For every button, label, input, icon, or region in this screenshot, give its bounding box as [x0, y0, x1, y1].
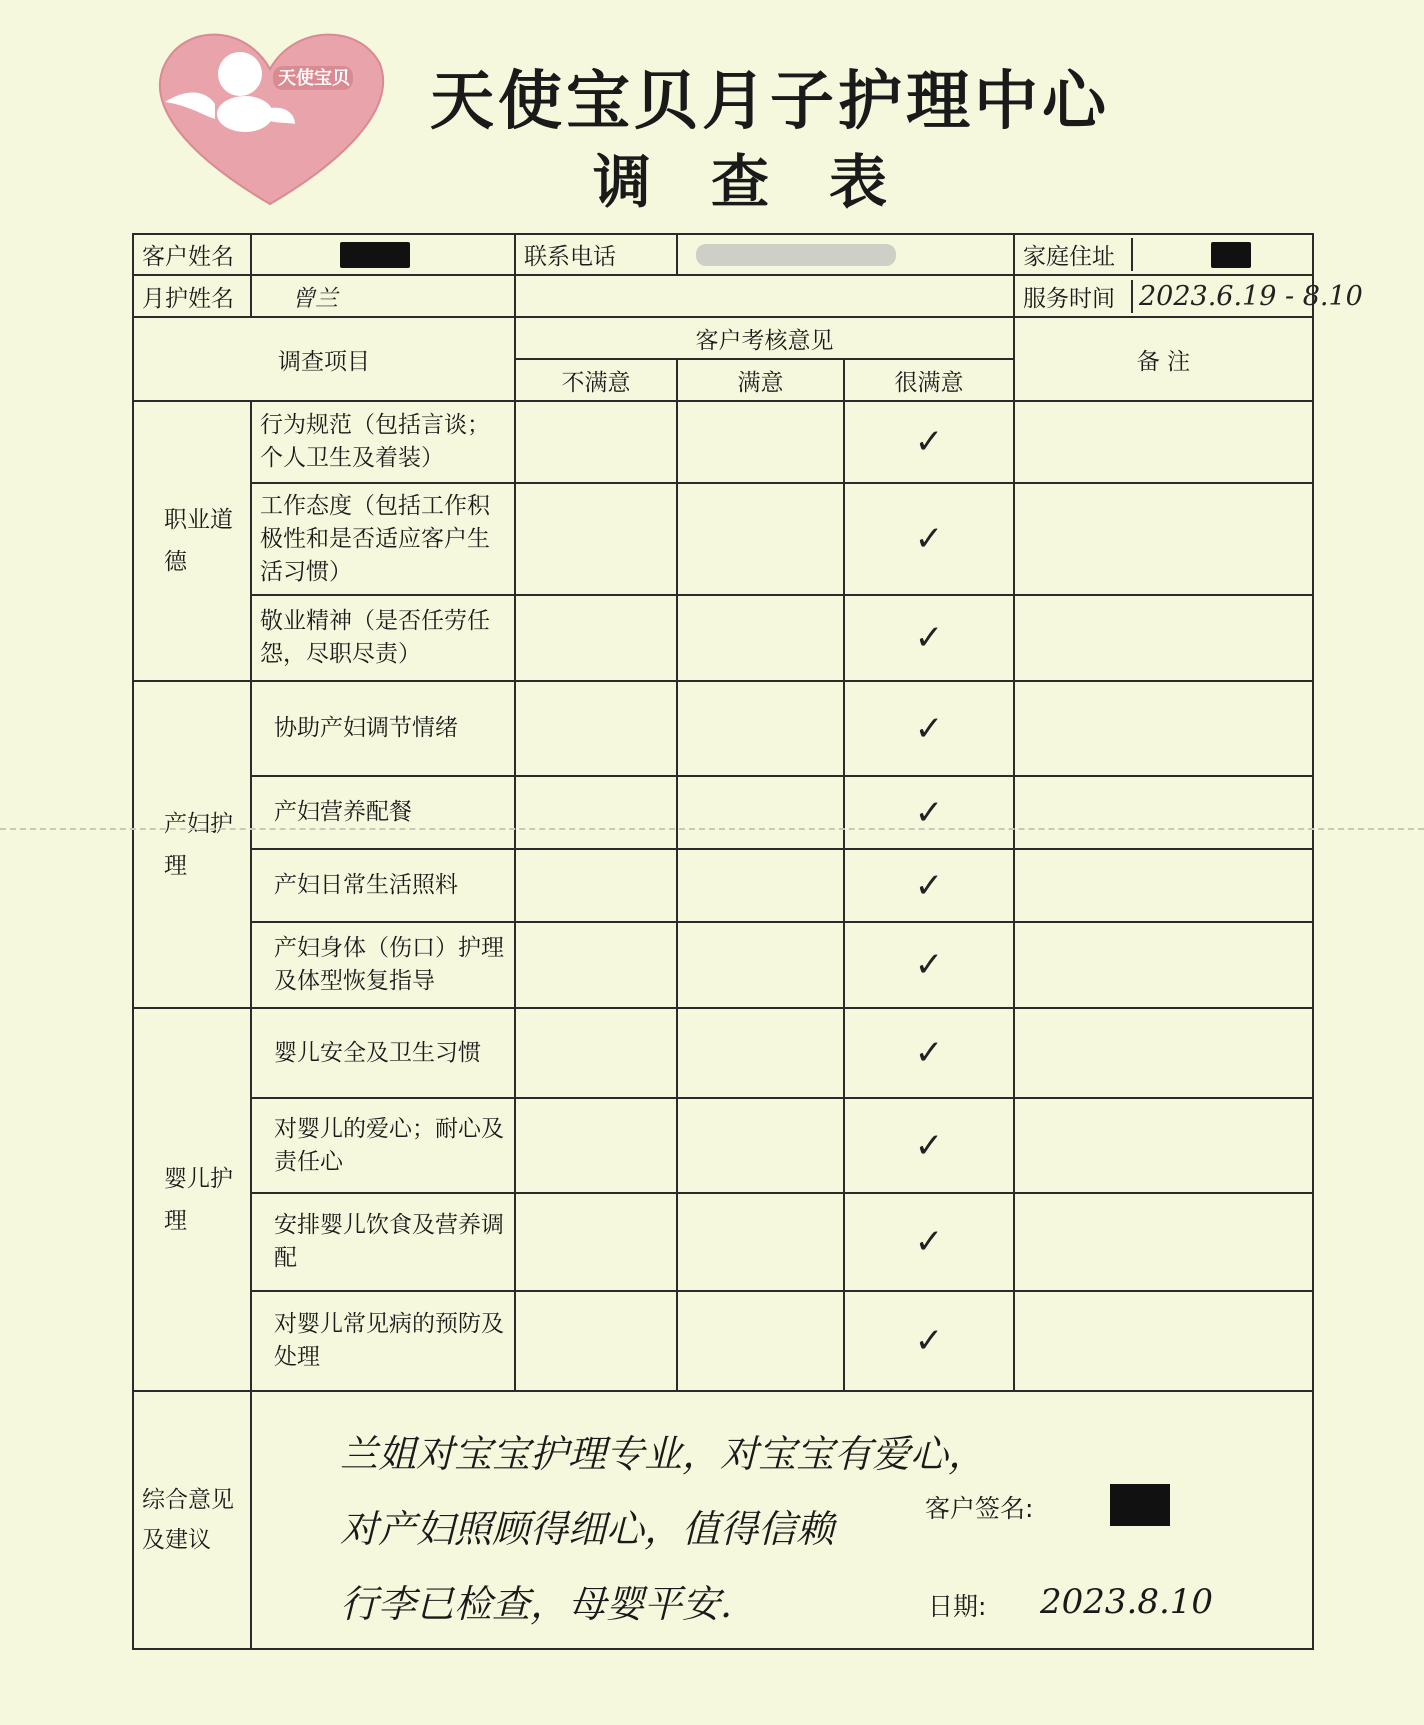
comments-row [133, 1391, 1313, 1649]
item-text: 婴儿安全及卫生习惯 [251, 1008, 515, 1098]
item-text: 工作态度（包括工作积极性和是否适应客户生活习惯） [251, 483, 515, 595]
item-text: 对婴儿常见病的预防及处理 [251, 1291, 515, 1391]
remarks-cell [1014, 776, 1313, 849]
checkmark-icon: ✓ [914, 708, 944, 749]
survey-row [133, 483, 1313, 595]
comment-line: 行李已检查，母婴平安. [340, 1582, 733, 1626]
very-satisfied-cell [844, 776, 1014, 849]
satisfied-header: 满意 [677, 359, 844, 401]
logo-lettering: 天使宝贝 [278, 68, 350, 89]
address-cell [1014, 234, 1313, 275]
checkmark-icon: ✓ [914, 1321, 944, 1361]
satisfied-cell [677, 483, 844, 595]
address-label: 家庭住址 [1015, 238, 1132, 271]
comments-cell [251, 1391, 1313, 1649]
satisfied-cell [677, 1008, 844, 1098]
remarks-cell [1014, 1291, 1313, 1391]
item-text: 产妇日常生活照料 [251, 849, 515, 922]
very-satisfied-cell [844, 401, 1014, 483]
phone-label: 联系电话 [515, 234, 677, 275]
item-text: 安排婴儿饮食及营养调配 [251, 1193, 515, 1291]
service-time-label: 服务时间 [1015, 280, 1132, 313]
very-satisfied-cell [844, 1193, 1014, 1291]
checkmark-icon: ✓ [914, 865, 944, 906]
very-satisfied-cell [844, 595, 1014, 681]
unsatisfied-cell [515, 776, 677, 849]
remarks-cell [1014, 1098, 1313, 1193]
item-text: 敬业精神（是否任劳任怨，尽职尽责） [251, 595, 515, 681]
unsatisfied-header: 不满意 [515, 359, 677, 401]
survey-row [133, 1008, 1313, 1098]
very-satisfied-cell [844, 922, 1014, 1008]
comment-line: 兰姐对宝宝护理专业，对宝宝有爱心， [340, 1432, 987, 1476]
checkmark-icon: ✓ [914, 519, 944, 559]
remarks-cell [1014, 1193, 1313, 1291]
checkmark-icon: ✓ [914, 792, 944, 833]
unsatisfied-cell [515, 1008, 677, 1098]
date-value: 2023.8.10 [1040, 1582, 1214, 1622]
item-text: 行为规范（包括言谈；个人卫生及着装） [251, 401, 515, 483]
item-text: 产妇营养配餐 [251, 776, 515, 849]
satisfied-cell [677, 1193, 844, 1291]
info-row-2 [133, 275, 1313, 317]
unsatisfied-cell [515, 681, 677, 776]
opinion-header: 客户考核意见 [515, 317, 1014, 359]
remarks-cell [1014, 849, 1313, 922]
unsatisfied-cell [515, 1193, 677, 1291]
unsatisfied-cell [515, 1098, 677, 1193]
unsatisfied-cell [515, 922, 677, 1008]
unsatisfied-cell [515, 1291, 677, 1391]
remarks-cell [1014, 681, 1313, 776]
survey-row [133, 1193, 1313, 1291]
category-label: 产妇护理 [133, 681, 251, 1008]
nurse-name-value: 曾兰 [251, 275, 515, 317]
satisfied-cell [677, 595, 844, 681]
very-satisfied-cell [844, 1008, 1014, 1098]
page-title: 天使宝贝月子护理中心 [430, 65, 1110, 139]
item-text: 产妇身体（伤口）护理及体型恢复指导 [251, 922, 515, 1008]
satisfied-cell [677, 681, 844, 776]
unsatisfied-cell [515, 483, 677, 595]
signature-redaction [1110, 1484, 1170, 1526]
very-satisfied-cell [844, 483, 1014, 595]
survey-row [133, 849, 1313, 922]
remarks-cell [1014, 483, 1313, 595]
blurred-field [696, 244, 896, 266]
very-satisfied-cell [844, 1291, 1014, 1391]
category-label: 婴儿护理 [133, 1008, 251, 1391]
category-label: 职业道德 [133, 401, 251, 681]
address-value [1132, 238, 1312, 271]
survey-row [133, 922, 1313, 1008]
remarks-cell [1014, 595, 1313, 681]
satisfied-cell [677, 401, 844, 483]
client-name-label: 客户姓名 [133, 234, 251, 275]
angel-heart-logo [145, 14, 395, 214]
remarks-cell [1014, 1008, 1313, 1098]
date-label: 日期: [928, 1592, 987, 1621]
very-satisfied-cell [844, 681, 1014, 776]
satisfied-cell [677, 776, 844, 849]
checkmark-icon: ✓ [914, 1222, 944, 1262]
very-satisfied-cell [844, 849, 1014, 922]
survey-row [133, 401, 1313, 483]
info-row-1 [133, 234, 1313, 275]
survey-row [133, 776, 1313, 849]
survey-row [133, 1098, 1313, 1193]
redaction-block [340, 242, 410, 268]
checkmark-icon: ✓ [914, 618, 944, 658]
checkmark-icon: ✓ [914, 945, 944, 985]
survey-row [133, 681, 1313, 776]
item-text: 协助产妇调节情绪 [251, 681, 515, 776]
item-text: 对婴儿的爱心；耐心及责任心 [251, 1098, 515, 1193]
satisfied-cell [677, 922, 844, 1008]
unsatisfied-cell [515, 401, 677, 483]
header-row-1 [133, 317, 1313, 359]
comments-label: 综合意见及建议 [133, 1391, 251, 1649]
remarks-cell [1014, 401, 1313, 483]
very-satisfied-cell [844, 1098, 1014, 1193]
satisfied-cell [677, 1291, 844, 1391]
item-header: 调查项目 [133, 317, 515, 401]
client-name-value [251, 234, 515, 275]
remarks-header: 备 注 [1014, 317, 1313, 401]
comment-text [340, 1417, 986, 1642]
survey-table [132, 233, 1363, 1650]
nurse-name-label: 月护姓名 [133, 275, 251, 317]
satisfied-cell [677, 1098, 844, 1193]
unsatisfied-cell [515, 849, 677, 922]
very-satisfied-header: 很满意 [844, 359, 1014, 401]
phone-value [677, 234, 1014, 275]
page-subtitle: 调查表 [592, 148, 947, 216]
survey-row [133, 1291, 1313, 1391]
checkmark-icon: ✓ [914, 1125, 944, 1166]
comment-line: 对产妇照顾得细心，值得信赖 [340, 1507, 835, 1551]
satisfied-cell [677, 849, 844, 922]
signature-label: 客户签名: [925, 1494, 1034, 1523]
remarks-cell [1014, 922, 1313, 1008]
survey-row [133, 595, 1313, 681]
service-time-value: 2023.6.19 - 8.10 [1139, 280, 1363, 312]
redaction-block [1211, 242, 1251, 268]
checkmark-icon: ✓ [914, 1033, 944, 1073]
service-time-cell [1014, 275, 1363, 317]
checkmark-icon: ✓ [914, 422, 944, 462]
paper-fold-line [0, 828, 1424, 830]
unsatisfied-cell [515, 595, 677, 681]
